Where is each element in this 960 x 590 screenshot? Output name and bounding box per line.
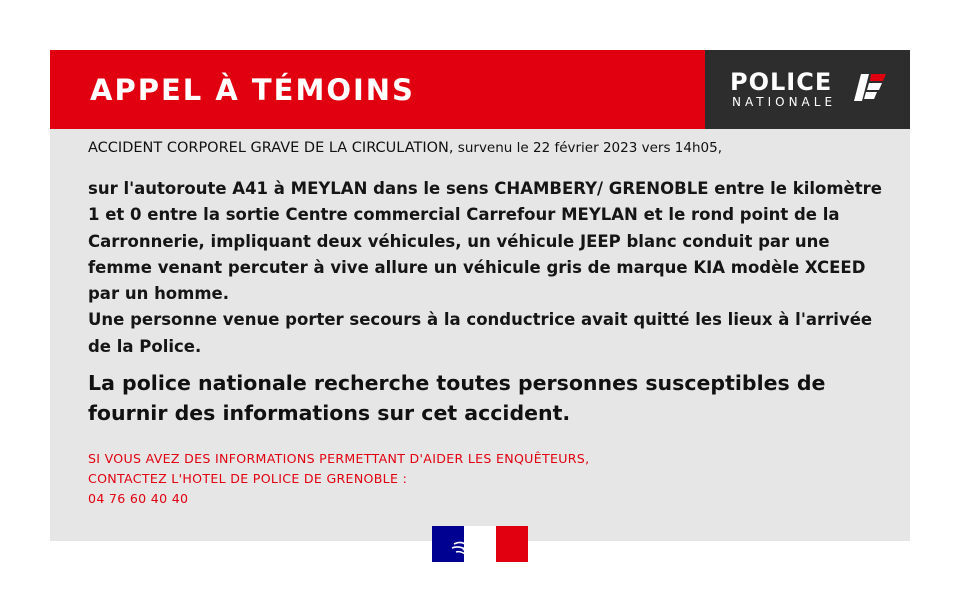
police-wing-icon (852, 71, 888, 105)
appeal-card (50, 50, 910, 541)
police-logo (705, 50, 910, 129)
contact-line-2: CONTACTEZ L'HOTEL DE POLICE DE GRENOBLE : (88, 471, 408, 486)
accident-details (88, 176, 888, 360)
contact-block (88, 449, 888, 509)
card-header (50, 50, 910, 129)
accident-date: survenu le 22 février 2023 vers 14h05, (453, 140, 722, 156)
witness-call: La police nationale recherche toutes personnes susceptibles de fournir des informations sur cet accident. (88, 371, 826, 425)
details-paragraph-2: Une personne venue porter secours à la conductrice avait quitté les lieux à l'arrivée de la Police. (88, 310, 873, 356)
marianne-flag-icon (432, 526, 528, 562)
logo-text-nationale: NATIONALE (732, 95, 837, 109)
accident-summary (88, 138, 878, 158)
logo-text-police: POLICE (730, 68, 833, 96)
contact-line-1: SI VOUS AVEZ DES INFORMATIONS PERMETTANT D'AIDER LES ENQUÊTEURS, (88, 451, 590, 466)
header-title-band (50, 50, 705, 129)
accident-type: ACCIDENT CORPOREL GRAVE DE LA CIRCULATION, (88, 140, 454, 156)
details-paragraph-1: sur l'autoroute A41 à MEYLAN dans le sens CHAMBERY/ GRENOBLE entre le kilomètre 1 et 0 entre la sortie Centre commercial Carrefour MEYLAN et le rond point de la Carronnerie, impliquant deux véhicules, un véhicule JEEP blanc conduit par une femme venant percuter à vive allure un véhicule gris de marque KIA modèle XCEED par un homme. (88, 179, 882, 304)
contact-phone: 04 76 60 40 40 (88, 491, 189, 506)
page-title: APPEL À TÉMOINS (90, 73, 415, 107)
